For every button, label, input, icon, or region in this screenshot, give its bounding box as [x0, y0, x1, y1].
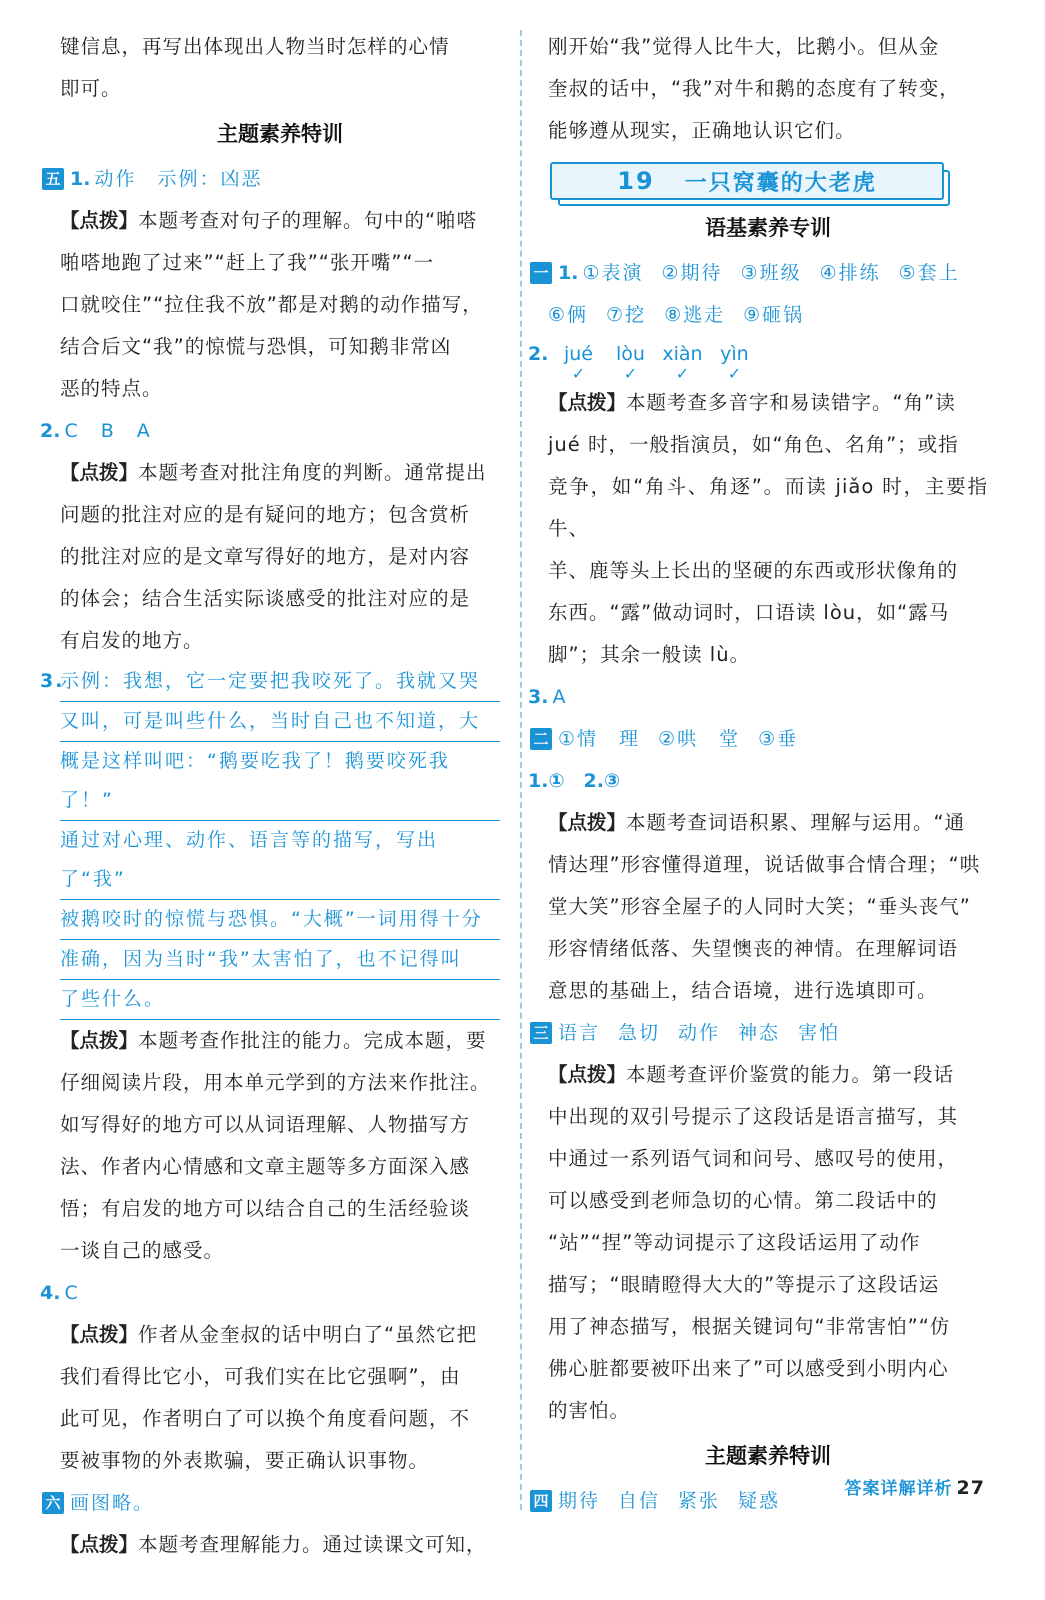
check-icon: ✓	[675, 364, 690, 383]
q2-number: 2.	[40, 420, 61, 442]
q6-note: 【点拨】本题考查理解能力。通过读课文可知，	[60, 1533, 487, 1556]
s1-answer-row-2	[548, 294, 988, 336]
right-column	[528, 26, 988, 1522]
section-badge-6: 六	[42, 1492, 64, 1514]
s3-answer-row	[533, 1012, 988, 1054]
s2q-answer: 1.① 2.③	[528, 770, 621, 792]
section-title-theme: 主题素养特训	[217, 122, 343, 146]
pinyin-4: yìn ✓	[708, 342, 760, 382]
lesson-header	[550, 162, 944, 200]
s1-answers-1: ①表演 ②期待 ③班级 ④排练 ⑤套上	[582, 262, 960, 284]
s1q3-answer: A	[552, 686, 568, 708]
q4-answer: C	[64, 1282, 80, 1304]
check-icon: ✓	[571, 364, 586, 383]
pinyin-3: xiàn ✓	[656, 342, 708, 382]
q4-answer-row	[40, 1272, 500, 1314]
s3-answers: 语言 急切 动作 神态 害怕	[558, 1022, 841, 1044]
q5-number: 1.	[70, 168, 91, 190]
s1q2-pinyin-row	[528, 342, 988, 383]
footer-label: 答案详解详析	[844, 1479, 953, 1499]
pinyin-2: lòu ✓	[604, 342, 656, 382]
s4-answers: 期待 自信 紧张 疑惑	[558, 1490, 781, 1512]
section-title-basics: 语基素养专训	[705, 216, 831, 240]
q5-answer-row	[45, 158, 500, 200]
q2-note: 【点拨】本题考查对批注角度的判断。通常提出 问题的批注对应的是有疑问的地方；包含赏析 的批注对应的是文章写得好的地方，是对内容 的体会；结合生活实际谈感受的批注对应的是 有启发的地方。	[60, 461, 487, 652]
q3-number: 3.	[40, 670, 65, 692]
left-intro: 键信息，再写出体现出人物当时怎样的心情 即可。	[60, 35, 450, 100]
q5-note: 【点拨】本题考查对句子的理解。句中的“啪嗒 啪嗒地跑了过来”“赶上了我”“张开嘴”“一 口就咬住”“拉住我不放”都是对鹅的动作描写， 结合后文“我”的惊慌与恐惧，可知鹅非常凶 恶的特点。	[60, 209, 483, 400]
q2-answer: C B A	[64, 420, 152, 442]
q4-number: 4.	[40, 1282, 61, 1304]
s1q2-note: 【点拨】本题考查多音字和易读错字。“角”读 jué 时，一般指演员，如“角色、名角”；或指 竞争，如“角斗、角逐”。而读 jiǎo 时，主要指牛、 羊、鹿等头上长出的坚硬的东西或形状像角的 东西。“露”做动词时，口语读 lòu，如“露马 脚”；其余一般读 lù。	[548, 391, 988, 666]
s3-note: 【点拨】本题考查评价鉴赏的能力。第一段话 中出现的双引号提示了这段话是语言描写，其 中通过一系列语气词和问号、感叹号的使用， 可以感受到老师急切的心情。第二段话中的 “站”“捏”等动词提示了这段话运用了动作 描写；“眼睛瞪得大大的”等提示了这段话运 用了神态描写，根据关键词句“非常害怕”“仿 佛心脏都要被吓出来了”可以感受到小明内心 的害怕。	[548, 1063, 959, 1422]
check-icon: ✓	[727, 364, 742, 383]
section-badge-1: 一	[530, 262, 552, 284]
page-number: 27	[956, 1477, 985, 1499]
section-title-theme-2: 主题素养特训	[705, 1444, 831, 1468]
s2q-answer-row	[528, 760, 988, 802]
q2-answer-row	[40, 410, 500, 452]
q6-answer: 画图略。	[70, 1492, 155, 1514]
s2q-note: 【点拨】本题考查词语积累、理解与运用。“通 情达理”形容懂得道理，说话做事合情合理；“哄 堂大笑”形容全屋子的人同时大笑；“垂头丧气” 形容情绪低落、失望懊丧的神情。在理解词语 意思的基础上，结合语境，进行选填即可。	[548, 811, 981, 1002]
s1-answer-row-1	[533, 252, 988, 294]
check-icon: ✓	[623, 364, 638, 383]
lesson-number: 19	[617, 167, 655, 195]
q4-note: 【点拨】作者从金奎叔的话中明白了“虽然它把 我们看得比它小，可我们实在比它强啊”，由 此可见，作者明白了可以换个角度看问题，不 要被事物的外表欺骗，要正确认识事物。	[60, 1323, 478, 1472]
s1q3-answer-row	[528, 676, 988, 718]
section-badge-2: 二	[530, 728, 552, 750]
q5-answer: 动作 示例：凶恶	[94, 168, 263, 190]
s1q3-number: 3.	[528, 686, 549, 708]
section-badge-4: 四	[530, 1490, 552, 1512]
s1q2-number: 2.	[528, 343, 549, 365]
left-column	[40, 26, 500, 1566]
q3-note: 【点拨】本题考查作批注的能力。完成本题，要 仔细阅读片段，用本单元学到的方法来作批注。 如写得好的地方可以从词语理解、人物描写方 法、作者内心情感和文章主题等多方面深入感 悟；有启发的地方可以结合自己的生活经验谈 一谈自己的感受。	[60, 1029, 491, 1262]
pinyin-1: jué ✓	[552, 342, 604, 382]
q6-answer-row	[45, 1482, 500, 1524]
column-divider	[520, 30, 522, 1510]
s1-number: 1.	[558, 262, 579, 284]
section-badge-3: 三	[530, 1022, 552, 1044]
s1-answers-2: ⑥俩 ⑦挖 ⑧逃走 ⑨砸锅	[548, 304, 805, 326]
s2-answers: ①情 理 ②哄 堂 ③垂	[558, 728, 799, 750]
q3-answer: 3. 示例：我想，它一定要把我咬死了。我就又哭 又叫，可是叫些什么，当时自己也不知道，大 概是这样叫吧：“鹅要吃我了！鹅要咬死我了！” 通过对心理、动作、语言等的描写，写出了“我” 被鹅咬时的惊慌与恐惧。“大概”一词用得十分 准确，因为当时“我”太害怕了，也不记得叫 了些什么。	[60, 662, 500, 1020]
lesson-title: 一只窝囊的大老虎	[684, 170, 877, 196]
s2-answer-row	[533, 718, 988, 760]
right-intro: 刚开始“我”觉得人比牛大，比鹅小。但从金 奎叔的话中，“我”对牛和鹅的态度有了转变， 能够遵从现实，正确地认识它们。	[548, 35, 960, 142]
section-badge-5: 五	[42, 168, 64, 190]
page-footer	[845, 1474, 985, 1499]
